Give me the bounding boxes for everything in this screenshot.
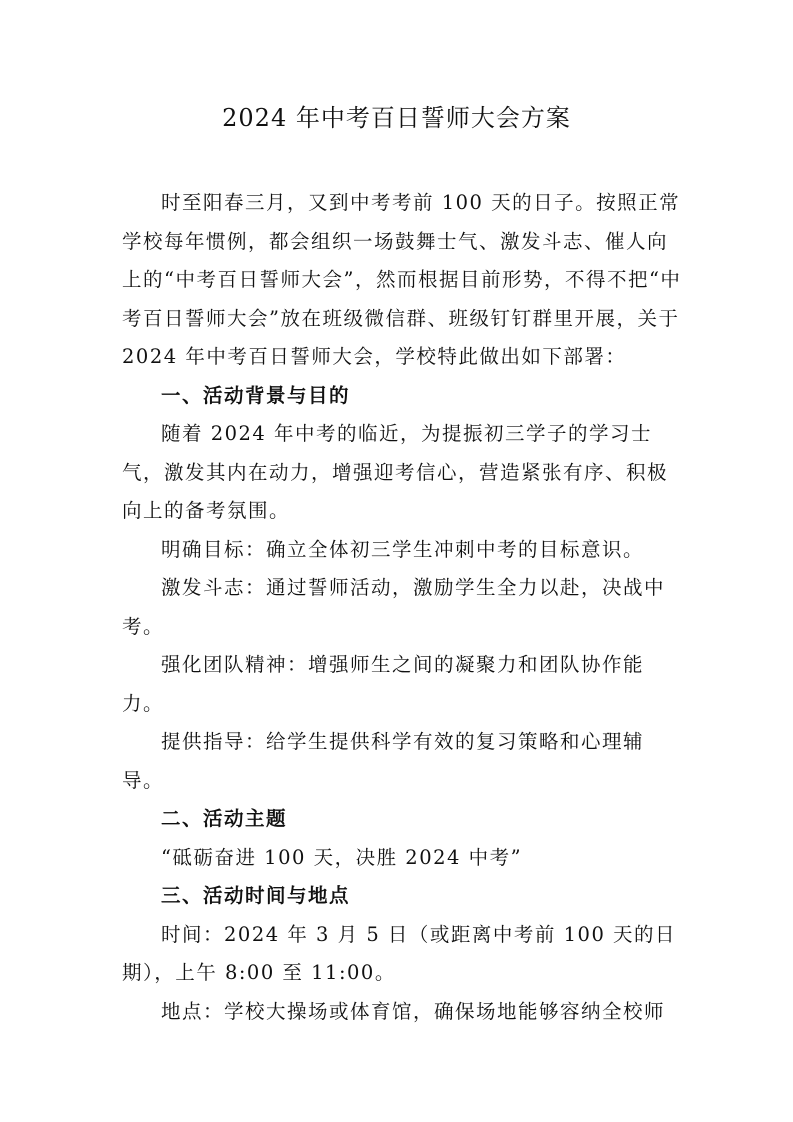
theme-paragraph: “砥砺奋进 100 天，决胜 2024 中考” (161, 845, 523, 869)
goal-paragraph: 激发斗志：通过誓师活动，激励学生全力以赴，决战中考。 (122, 576, 666, 638)
place-paragraph: 地点：学校大操场或体育馆，确保场地能够容纳全校师 (161, 999, 666, 1023)
section-heading-theme: 二、活动主题 (161, 807, 288, 830)
document-title: 2024 年中考百日誓师大会方案 (222, 104, 571, 132)
intro-paragraph: 时至阳春三月，又到中考考前 100 天的日子。按照正常学校每年惯例，都会组织一场鼓舞士气、激发斗志、催人向上的“中考百日誓师大会”，然而根据目前形势，不得不把“中考百日誓师大会”放在班级微信群、班级钉钉群里开展，关于 2024 年中考百日誓师大会，学校特此做出如下部署： (122, 191, 682, 368)
goal-paragraph: 明确目标：确立全体初三学生冲刺中考的目标意识。 (161, 537, 645, 561)
section-heading-time-place: 三、活动时间与地点 (161, 884, 351, 907)
goal-paragraph: 提供指导：给学生提供科学有效的复习策略和心理辅导。 (122, 730, 645, 792)
document-body (122, 184, 682, 1031)
background-paragraph: 随着 2024 年中考的临近，为提振初三学子的学习士气，激发其内在动力，增强迎考信心，营造紧张有序、积极向上的备考氛围。 (122, 422, 669, 522)
goal-paragraph: 强化团队精神：增强师生之间的凝聚力和团队协作能力。 (122, 653, 645, 715)
section-heading-background: 一、活动背景与目的 (161, 383, 351, 407)
time-paragraph: 时间：2024 年 3 月 5 日（或距离中考前 100 天的日期），上午 8:00 至 11:00。 (122, 922, 677, 984)
